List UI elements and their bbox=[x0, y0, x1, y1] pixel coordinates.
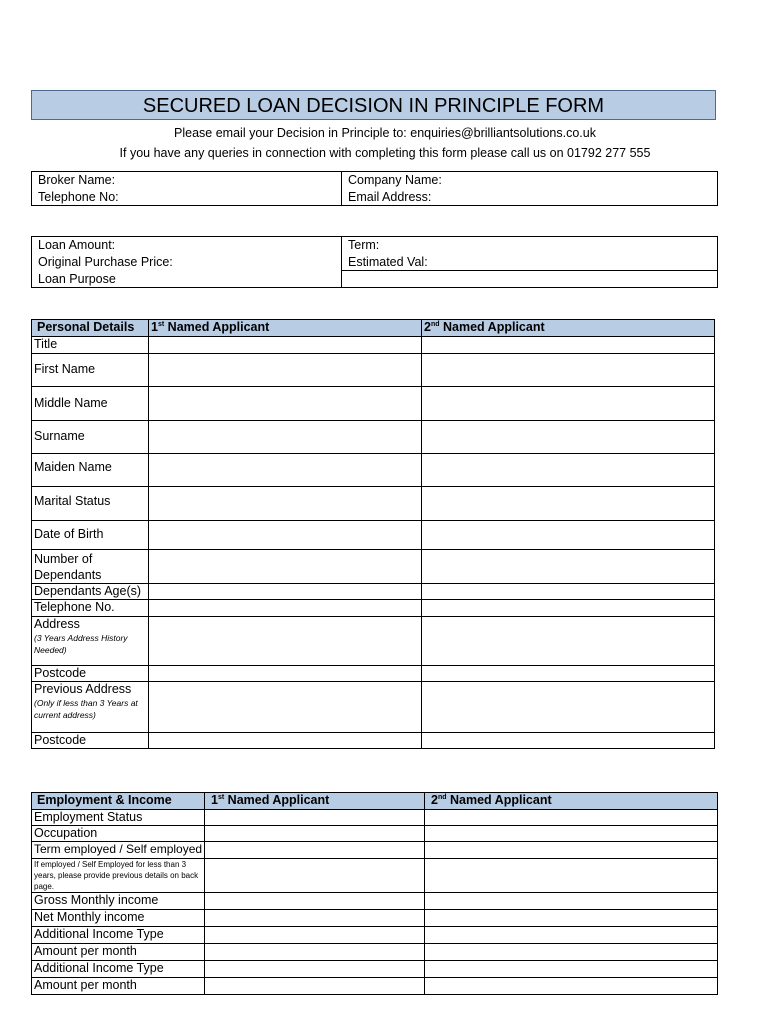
previous-address-label: Previous Address bbox=[34, 682, 132, 696]
first-name-input-1[interactable] bbox=[149, 354, 422, 387]
telephone-input-1[interactable] bbox=[149, 600, 422, 617]
dob-label: Date of Birth bbox=[32, 521, 149, 550]
company-name-field[interactable]: Company Name: bbox=[342, 172, 718, 189]
additional-income-type-input-2b[interactable] bbox=[425, 961, 718, 978]
applicant1-header: 1st Named Applicant bbox=[149, 320, 422, 337]
gross-monthly-input-2[interactable] bbox=[425, 893, 718, 910]
amount-per-month-input-2b[interactable] bbox=[425, 978, 718, 995]
dependants-label: Number of Dependants bbox=[32, 550, 149, 584]
marital-status-input-1[interactable] bbox=[149, 487, 422, 521]
additional-income-type-input-1b[interactable] bbox=[425, 927, 718, 944]
term-note-input-2[interactable] bbox=[425, 859, 718, 893]
title-input-1[interactable] bbox=[149, 337, 422, 354]
additional-income-type-label-1: Additional Income Type bbox=[32, 927, 205, 944]
surname-input-2[interactable] bbox=[422, 421, 715, 454]
employment-income-table bbox=[31, 792, 718, 995]
previous-address-input-2[interactable] bbox=[422, 682, 715, 733]
gross-monthly-label: Gross Monthly income bbox=[32, 893, 205, 910]
previous-address-label-cell bbox=[32, 682, 149, 733]
address-input-2[interactable] bbox=[422, 617, 715, 666]
previous-address-input-1[interactable] bbox=[149, 682, 422, 733]
middle-name-input-2[interactable] bbox=[422, 387, 715, 421]
dependants-ages-label: Dependants Age(s) bbox=[32, 584, 149, 600]
form-title: SECURED LOAN DECISION IN PRINCIPLE FORM bbox=[31, 90, 716, 120]
postcode-input-1[interactable] bbox=[149, 666, 422, 682]
query-instruction: If you have any queries in connection with completing this form please call us on 01792 277 555 bbox=[119, 146, 651, 160]
estimated-val-field[interactable]: Estimated Val: bbox=[342, 254, 718, 271]
middle-name-input-1[interactable] bbox=[149, 387, 422, 421]
telephone-label: Telephone No. bbox=[32, 600, 149, 617]
employment-status-input-2[interactable] bbox=[425, 810, 718, 826]
term-field[interactable]: Term: bbox=[342, 237, 718, 254]
surname-label: Surname bbox=[32, 421, 149, 454]
personal-details-table bbox=[31, 319, 715, 749]
address-label: Address bbox=[34, 617, 80, 631]
postcode2-input-2[interactable] bbox=[422, 733, 715, 749]
occupation-input-2[interactable] bbox=[425, 826, 718, 842]
term-note-input-1[interactable] bbox=[205, 859, 425, 893]
dob-input-1[interactable] bbox=[149, 521, 422, 550]
employment-header: Employment & Income bbox=[32, 793, 205, 810]
marital-status-label: Marital Status bbox=[32, 487, 149, 521]
term-employed-label: Term employed / Self employed bbox=[32, 842, 205, 859]
address-note: (3 Years Address History Needed) bbox=[34, 633, 128, 655]
personal-details-header: Personal Details bbox=[32, 320, 149, 337]
postcode-label: Postcode bbox=[32, 666, 149, 682]
amount-per-month-input-2a[interactable] bbox=[205, 978, 425, 995]
employment-status-label: Employment Status bbox=[32, 810, 205, 826]
broker-name-field[interactable]: Broker Name: bbox=[32, 172, 342, 189]
additional-income-type-input-2a[interactable] bbox=[205, 961, 425, 978]
maiden-name-input-1[interactable] bbox=[149, 454, 422, 487]
term-note-cell bbox=[32, 859, 205, 893]
amount-per-month-label-2: Amount per month bbox=[32, 978, 205, 995]
amount-per-month-label-1: Amount per month bbox=[32, 944, 205, 961]
marital-status-input-2[interactable] bbox=[422, 487, 715, 521]
purchase-price-field[interactable]: Original Purchase Price: bbox=[32, 254, 342, 271]
additional-income-type-input-1a[interactable] bbox=[205, 927, 425, 944]
loan-table bbox=[31, 236, 718, 288]
telephone-field[interactable]: Telephone No: bbox=[32, 189, 342, 206]
dependants-ages-input-1[interactable] bbox=[149, 584, 422, 600]
first-name-input-2[interactable] bbox=[422, 354, 715, 387]
email-instruction: Please email your Decision in Principle to: enquiries@brilliantsolutions.co.uk bbox=[174, 126, 596, 140]
postcode2-input-1[interactable] bbox=[149, 733, 422, 749]
employment-status-input-1[interactable] bbox=[205, 810, 425, 826]
emp-applicant1-header: 1st Named Applicant bbox=[205, 793, 425, 810]
broker-table bbox=[31, 171, 718, 206]
net-monthly-input-1[interactable] bbox=[205, 910, 425, 927]
title-label: Title bbox=[32, 337, 149, 354]
occupation-input-1[interactable] bbox=[205, 826, 425, 842]
maiden-name-input-2[interactable] bbox=[422, 454, 715, 487]
email-address-field[interactable]: Email Address: bbox=[342, 189, 718, 206]
loan-purpose-field[interactable]: Loan Purpose bbox=[32, 271, 342, 288]
gross-monthly-input-1[interactable] bbox=[205, 893, 425, 910]
dependants-input-1[interactable] bbox=[149, 550, 422, 584]
amount-per-month-input-1b[interactable] bbox=[425, 944, 718, 961]
term-employed-input-1[interactable] bbox=[205, 842, 425, 859]
previous-address-note: (Only if less than 3 Years at current address) bbox=[34, 698, 138, 720]
dependants-ages-input-2[interactable] bbox=[422, 584, 715, 600]
title-input-2[interactable] bbox=[422, 337, 715, 354]
net-monthly-label: Net Monthly income bbox=[32, 910, 205, 927]
emp-applicant2-header: 2nd Named Applicant bbox=[425, 793, 718, 810]
additional-income-type-label-2: Additional Income Type bbox=[32, 961, 205, 978]
maiden-name-label: Maiden Name bbox=[32, 454, 149, 487]
postcode2-label: Postcode bbox=[32, 733, 149, 749]
address-input-1[interactable] bbox=[149, 617, 422, 666]
dependants-input-2[interactable] bbox=[422, 550, 715, 584]
postcode-input-2[interactable] bbox=[422, 666, 715, 682]
occupation-label: Occupation bbox=[32, 826, 205, 842]
term-employed-input-2[interactable] bbox=[425, 842, 718, 859]
term-employed-note: If employed / Self Employed for less than 3 years, please provide previous details on back page. bbox=[34, 860, 199, 891]
surname-input-1[interactable] bbox=[149, 421, 422, 454]
applicant2-header: 2nd Named Applicant bbox=[422, 320, 715, 337]
first-name-label: First Name bbox=[32, 354, 149, 387]
address-label-cell bbox=[32, 617, 149, 666]
dob-input-2[interactable] bbox=[422, 521, 715, 550]
empty-cell bbox=[342, 271, 718, 288]
amount-per-month-input-1a[interactable] bbox=[205, 944, 425, 961]
net-monthly-input-2[interactable] bbox=[425, 910, 718, 927]
middle-name-label: Middle Name bbox=[32, 387, 149, 421]
telephone-input-2[interactable] bbox=[422, 600, 715, 617]
loan-amount-field[interactable]: Loan Amount: bbox=[32, 237, 342, 254]
